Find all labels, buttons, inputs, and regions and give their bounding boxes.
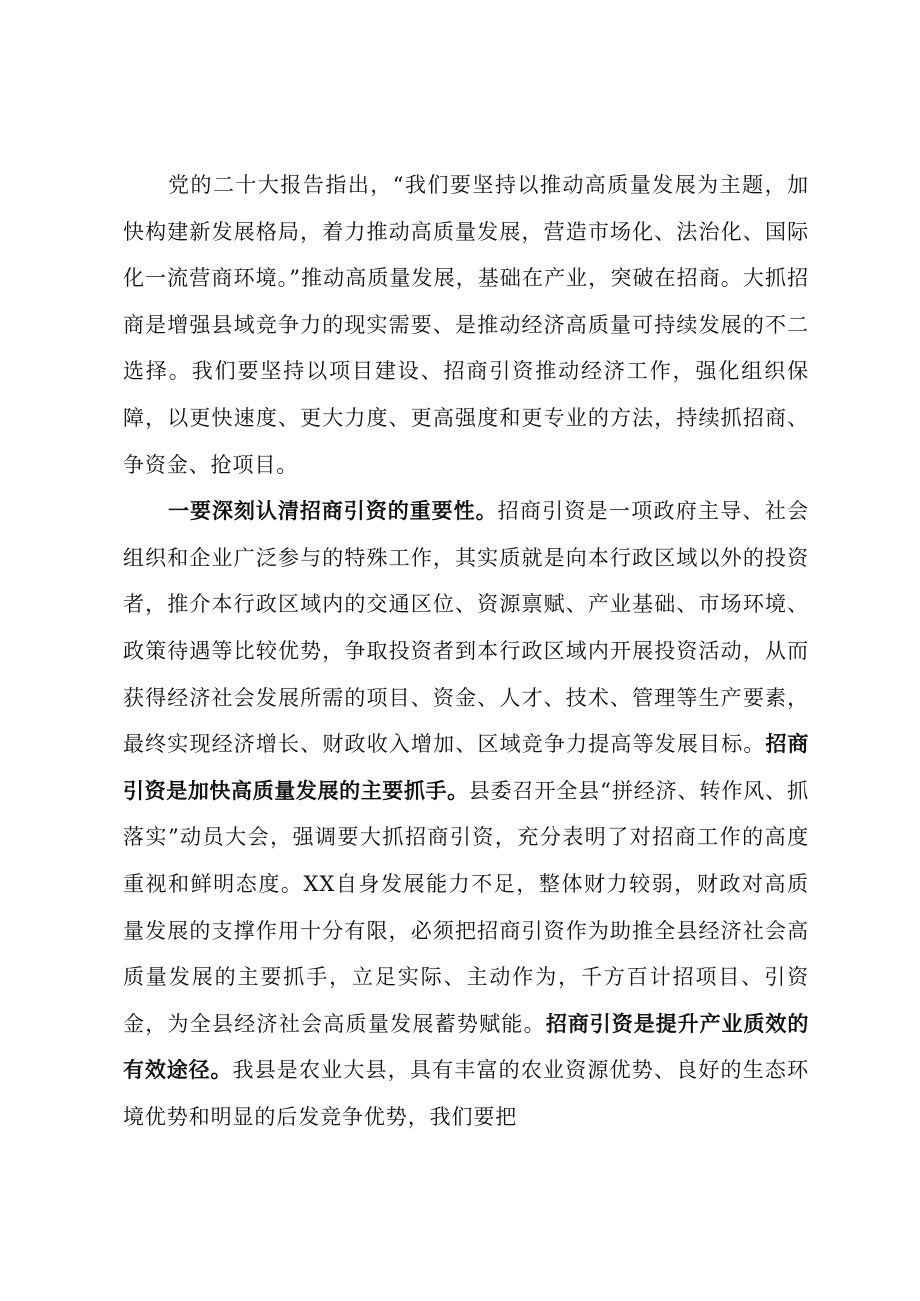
document-body xyxy=(123,162,809,1140)
paragraph-effective-path-text: 我县是农业大县，具有丰富的农业资源优势、良好的生态环境优势和明显的后发竞争优势，我们要把 xyxy=(123,1058,809,1129)
subheading-effective-path: 招商引资是提升产业质效的有效途径。 xyxy=(123,1011,809,1083)
paragraph-importance-text: 招商引资是一项政府主导、社会组织和企业广泛参与的特殊工作，其实质就是向本行政区域以外的投资者，推介本行政区域内的交通区位、资源禀赋、产业基础、市场环境、政策待遇等比较优势，争取投资者到本行政区域内开展投资活动，从而获得经济社会发展所需的项目、资金、人才、技术、管理等生产要素，最终实现经济增长、财政收入增加、区域竞争力提高等发展目标。 xyxy=(123,499,810,757)
subheading-main-lever: 招商引资是加快高质量发展的主要抓手。 xyxy=(123,732,809,803)
heading-importance: 一要深刻认清招商引资的重要性。 xyxy=(168,499,498,524)
paragraph-intro xyxy=(123,162,809,488)
paragraph-main-lever-text: 县委召开全县“拼经济、转作风、抓落实”动员大会，强调要大抓招商引资，充分表明了对招商工作的高度重视和鲜明态度。XX自身发展能力不足，整体财力较弱，财政对高质量发展的支撑作用十分有限，必须把招商引资作为助推全县经济社会高质量发展的主要抓手，立足实际、主动作为，千方百计招项目、引资金，为全县经济社会高质量发展蓄势赋能。 xyxy=(123,778,809,1036)
paragraph-importance xyxy=(123,488,809,1140)
paragraph-intro-text: 党的二十大报告指出，“我们要坚持以推动高质量发展为主题，加快构建新发展格局，着力推动高质量发展，营造市场化、法治化、国际化一流营商环境。”推动高质量发展，基础在产业，突破在招商。大抓招商是增强县域竞争力的现实需要、是推动经济高质量可持续发展的不二选择。我们要坚持以项目建设、招商引资推动经济工作，强化组织保障，以更快速度、更大力度、更高强度和更专业的方法，持续抓招商、争资金、抢项目。 xyxy=(123,173,809,477)
